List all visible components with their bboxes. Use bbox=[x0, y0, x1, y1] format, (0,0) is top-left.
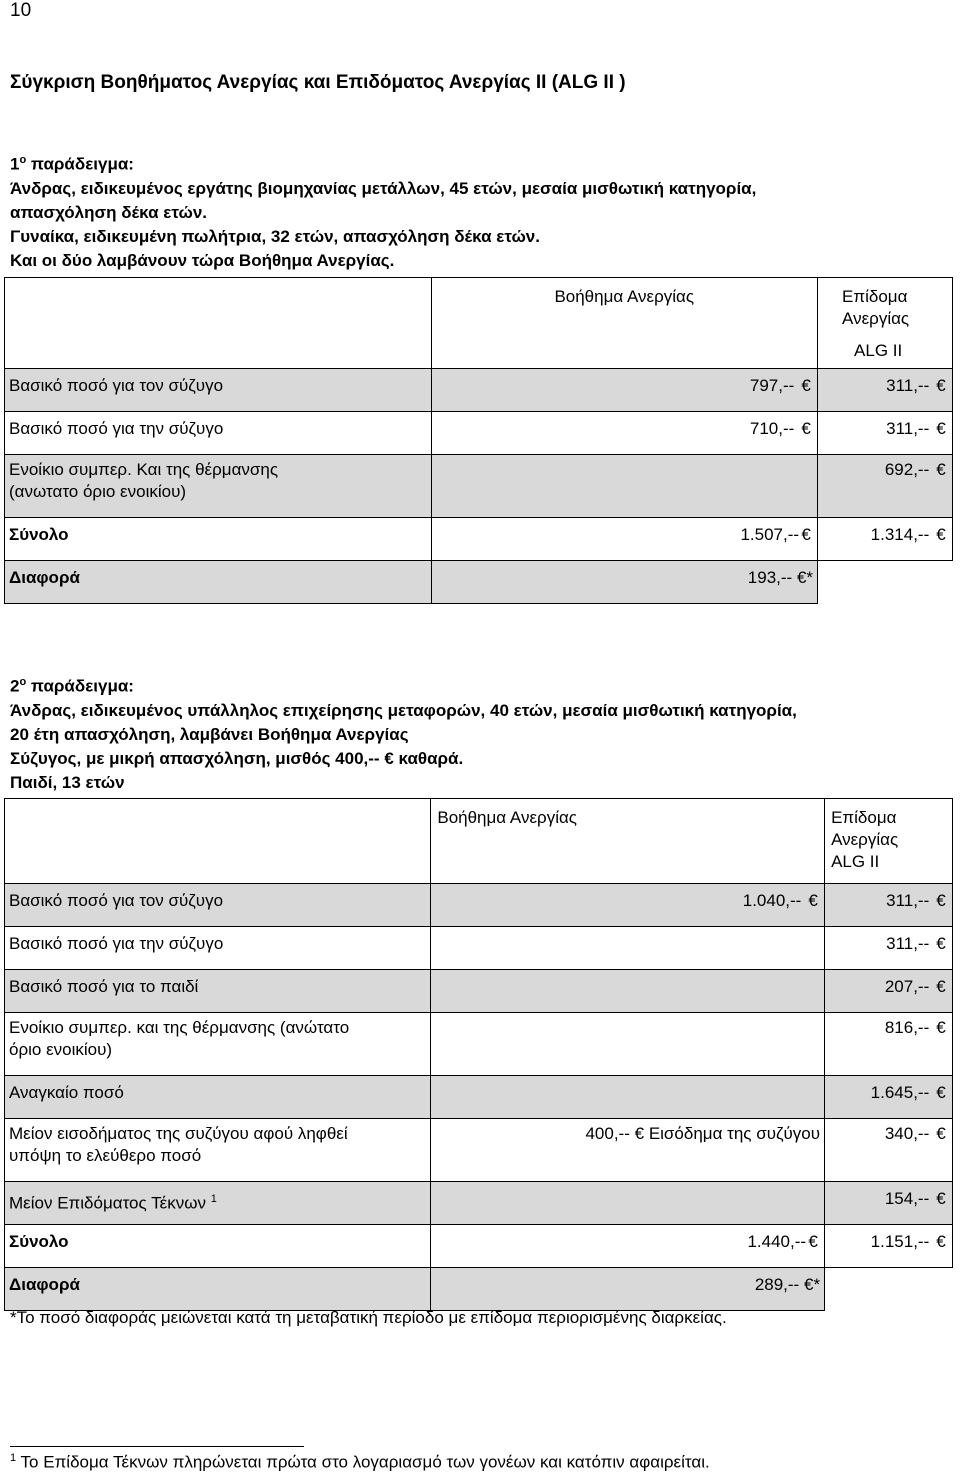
table-row bbox=[5, 278, 953, 369]
example2-line: Άνδρας, ειδικευμένος υπάλληλος επιχείρησης μεταφορών, 40 ετών, μεσαία μισθωτική κατηγορία, bbox=[10, 700, 797, 720]
example1-text bbox=[10, 148, 756, 273]
table-row: Βασικό ποσό για τον σύζυγο 1.040,-- € 311,-- € bbox=[5, 884, 953, 927]
example1-table bbox=[4, 277, 953, 604]
table-row: Διαφορά 289,-- €* bbox=[5, 1268, 953, 1311]
table-row: Βασικό ποσό για τον σύζυγο 797,-- € 311,-- € bbox=[5, 369, 953, 412]
col-header-assistance: Βοήθημα Ανεργίας bbox=[431, 799, 825, 884]
example2-table bbox=[4, 798, 953, 1311]
example1-heading: $1^o$ παράδειγμα: bbox=[10, 154, 134, 174]
example1-line: Και οι δύο λαμβάνουν τώρα Βοήθημα Ανεργίας. bbox=[10, 250, 395, 270]
table-row: Ενοίκιο συμπερ. Και της θέρμανσης (ανωτατο όριο ενοικίου) 692,-- € bbox=[5, 455, 953, 518]
table-row: Σύνολο 1.507,-- € 1.314,-- € bbox=[5, 518, 953, 561]
table-row: Βασικό ποσό για το παιδί 207,-- € bbox=[5, 970, 953, 1013]
example2-heading: $2^o$ παράδειγμα: bbox=[10, 676, 134, 696]
document-title: Σύγκριση Βοηθήματος Ανεργίας και Επιδόματος Ανεργίας ΙΙ (ALG II ) bbox=[10, 72, 626, 93]
footnote: $^1$ Το Επίδομα Τέκνων πληρώνεται πρώτα στο λογαριασμό των γονέων και κατόπιν αφαιρείται. bbox=[10, 1452, 710, 1472]
page-number: 10 bbox=[10, 0, 32, 21]
table-row: Βασικό ποσό για την σύζυγο 710,-- € 311,-- € bbox=[5, 412, 953, 455]
example1-line: Γυναίκα, ειδικευμένη πωλήτρια, 32 ετών, απασχόληση δέκα ετών. bbox=[10, 226, 540, 246]
table-row: Σύνολο 1.440,-- € 1.151,-- € bbox=[5, 1225, 953, 1268]
example1-line: Άνδρας, ειδικευμένος εργάτης βιομηχανίας μετάλλων, 45 ετών, μεσαία μισθωτική κατηγορία, bbox=[10, 178, 757, 198]
table-row bbox=[5, 799, 953, 884]
table-row: Βασικό ποσό για την σύζυγο 311,-- € bbox=[5, 927, 953, 970]
table-row: Ενοίκιο συμπερ. και της θέρμανσης (ανώτατο όριο ενοικίου) 816,-- € bbox=[5, 1013, 953, 1076]
col-header-alg2: Επίδομα Ανεργίας ALG II bbox=[825, 799, 953, 884]
example2-line: Σύζυγος, με μικρή απασχόληση, μισθός 400,-- € καθαρά. bbox=[10, 748, 464, 768]
table-row: Μείον Επιδόματος Τέκνων $^1$ 154,-- € bbox=[5, 1182, 953, 1225]
footnote-divider bbox=[10, 1446, 304, 1447]
table-row: Μείον εισοδήματος της συζύγου αφού ληφθεί υπόψη το ελεύθερο ποσό 400,-- € Εισόδημα της συζύγου 340,-- € bbox=[5, 1119, 953, 1182]
example2-line: 20 έτη απασχόληση, λαμβάνει Βοήθημα Ανεργίας bbox=[10, 724, 409, 744]
table-row: Διαφορά 193,-- €* bbox=[5, 561, 953, 604]
difference-note: *Το ποσό διαφοράς μειώνεται κατά τη μεταβατική περίοδο με επίδομα περιορισμένης διαρκείας. bbox=[10, 1308, 727, 1327]
table-row: Αναγκαίο ποσό 1.645,-- € bbox=[5, 1076, 953, 1119]
col-header-alg2: Επίδομα Ανεργίας ALG II bbox=[818, 278, 953, 369]
example2-text bbox=[10, 670, 797, 795]
col-header-assistance: Βοήθημα Ανεργίας bbox=[431, 278, 818, 369]
example1-line: απασχόληση δέκα ετών. bbox=[10, 202, 207, 222]
example2-line: Παιδί, 13 ετών bbox=[10, 772, 125, 792]
